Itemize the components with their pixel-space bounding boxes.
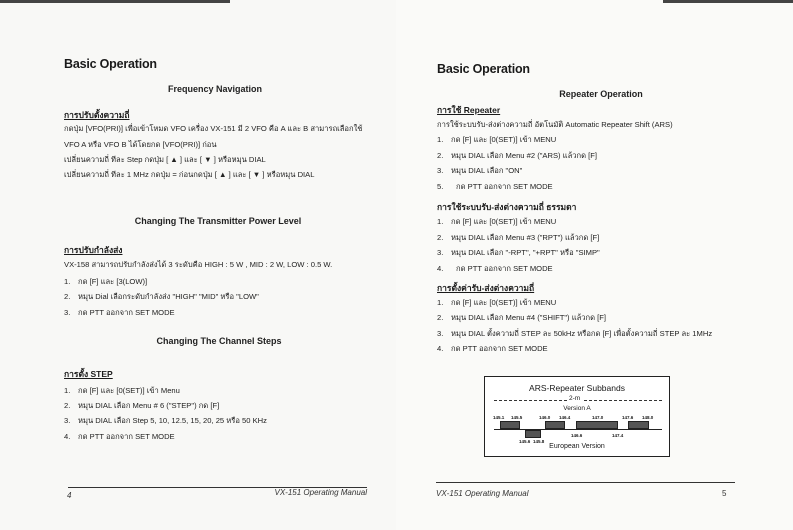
list-item: 2. หมุน DIAL เลือก Menu # 6 ("STEP") กด [F] — [64, 401, 220, 410]
text-line: VFO A หรือ VFO B ได้โดยกด [VFO(PRI)] ก่อน — [64, 140, 217, 149]
diagram-title: ARS-Repeater Subbands — [529, 383, 625, 393]
section-title-frequency-navigation: Frequency Navigation — [167, 84, 263, 94]
section-title-channel-steps: Changing The Channel Steps — [156, 336, 282, 346]
ars-subbands-diagram — [484, 376, 670, 457]
band-label: 2-m — [569, 395, 581, 402]
text-line: เปลี่ยนความถี่ ทีละ Step กดปุ่ม [ ▲ ] และ [ ▼ ] หรือหมุน DIAL — [64, 155, 266, 164]
freq-label: 146.6 — [571, 433, 583, 438]
page-title: Basic Operation — [64, 57, 157, 71]
list-item: 1. กด [F] และ [0(SET)] เข้า MENU — [437, 135, 557, 144]
text-line: VX-158 สามารถปรับกำลังส่งได้ 3 ระดับคือ HIGH : 5 W , MID : 2 W, LOW : 0.5 W. — [64, 260, 333, 269]
version-a-label: Version A — [563, 405, 591, 412]
list-item: 5. กด PTT ออกจาก SET MODE — [437, 182, 553, 191]
section-heading: การใช้ Repeater — [437, 105, 501, 115]
section-title-power-level: Changing The Transmitter Power Level — [134, 216, 302, 226]
freq-label: 148.0 — [642, 415, 654, 420]
freq-label: 147.6 — [622, 415, 634, 420]
list-item: 2. หมุน DIAL เลือก Menu #2 ("ARS) แล้วกด [F] — [437, 151, 597, 160]
freq-label: 147.0 — [592, 415, 604, 420]
section-heading: การปรับตั้งความถี่ — [64, 110, 130, 120]
text-line: เปลี่ยนความถี่ ทีละ 1 MHz กดปุ่ม = ก่อนกดปุ่ม [ ▲ ] และ [ ▼ ] หรือหมุน DIAL — [64, 170, 315, 179]
list-item: 1. กด [F] และ [3(LOW)] — [64, 277, 148, 286]
left-page — [0, 0, 396, 530]
freq-label: 145.8 — [533, 439, 545, 444]
freq-label: 146.0 — [539, 415, 551, 420]
subband-bar — [576, 421, 618, 429]
freq-label: 145.5 — [511, 415, 523, 420]
list-item: 2. หมุน Dial เลือกระดับกำลังส่ง "HIGH" "MID" หรือ "LOW" — [64, 292, 259, 301]
section-heading: การใช้ระบบรับ-ส่งต่างความถี่ ธรรมดา — [437, 202, 577, 212]
list-item: 3. หมุน DIAL เลือก Step 5, 10, 12.5, 15, 20, 25 หรือ 50 KHz — [64, 416, 267, 425]
baseline — [494, 429, 662, 430]
subband-bar — [500, 421, 520, 429]
section-title-repeater-operation: Repeater Operation — [559, 89, 643, 99]
list-item: 3. หมุน DIAL เลือก "ON" — [437, 166, 523, 175]
scan-shadow — [0, 0, 230, 3]
text-line: กดปุ่ม [VFO(PRI)] เพื่อเข้าโหมด VFO เครื่อง VX-151 มี 2 VFO คือ A และ B สามารถเลือกใช้ — [64, 124, 363, 133]
subband-bar — [628, 421, 649, 429]
freq-label: 145.6 — [519, 439, 531, 444]
freq-label: 145.1 — [493, 415, 505, 420]
list-item: 2. หมุน DIAL เลือก Menu #3 ("RPT") แล้วกด [F] — [437, 233, 600, 242]
page-number: 4 — [67, 491, 72, 500]
footer-manual-title: VX-151 Operating Manual — [274, 488, 367, 497]
footer-rule — [436, 482, 735, 483]
section-heading: การตั้ง STEP — [64, 369, 113, 379]
list-item: 3. กด PTT ออกจาก SET MODE — [64, 308, 175, 317]
list-item: 3. หมุน DIAL เลือก "-RPT", "+RPT" หรือ "SIMP" — [437, 248, 600, 257]
section-heading: การตั้งค่ารับ-ส่งต่างความถี่ — [437, 283, 535, 293]
list-item: 2. หมุน DIAL เลือก Menu #4 ("SHIFT") แล้วกด [F] — [437, 313, 607, 322]
list-item: 1. กด [F] และ [0(SET)] เข้า Menu — [64, 386, 180, 395]
list-item: 1. กด [F] และ [0(SET)] เข้า MENU — [437, 298, 557, 307]
freq-label: 147.4 — [612, 433, 624, 438]
section-heading: การปรับกำลังส่ง — [64, 245, 123, 255]
list-item: 4. กด PTT ออกจาก SET MODE — [437, 344, 548, 353]
list-item: 1. กด [F] และ [0(SET)] เข้า MENU — [437, 217, 557, 226]
list-item: 4. กด PTT ออกจาก SET MODE — [64, 432, 175, 441]
scan-shadow — [663, 0, 793, 3]
subband-bar — [545, 421, 565, 429]
footer-manual-title: VX-151 Operating Manual — [436, 489, 529, 498]
page-number: 5 — [722, 489, 727, 498]
right-page — [396, 0, 793, 530]
freq-label: 146.4 — [559, 415, 571, 420]
page-title: Basic Operation — [437, 62, 530, 76]
subband-bar — [525, 430, 541, 438]
list-item: 4. กด PTT ออกจาก SET MODE — [437, 264, 553, 273]
text-line: การใช้ระบบรับ-ส่งต่างความถี่ อัตโนมัติ Automatic Repeater Shift (ARS) — [437, 120, 673, 129]
list-item: 3. หมุน DIAL ตั้งความถี่ STEP ละ 50kHz หรือกด [F] เพื่อตั้งความถี่ STEP ละ 1MHz — [437, 329, 713, 338]
european-version-label: European Version — [549, 443, 605, 450]
